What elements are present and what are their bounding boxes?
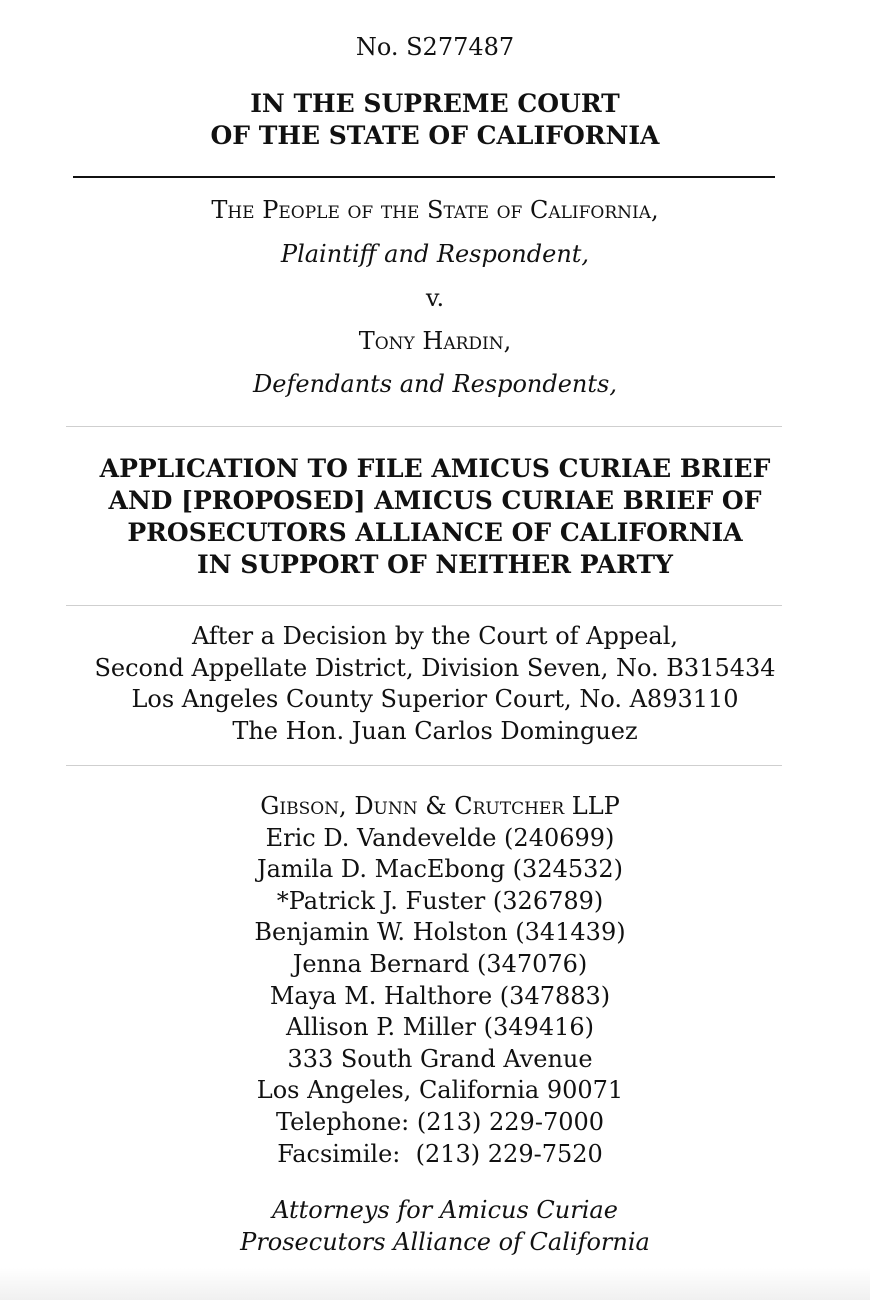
defendant-role: Defendants and Respondents,	[253, 370, 617, 398]
counsel-line: Benjamin W. Holston (341439)	[254, 918, 626, 947]
counsel-line: Maya M. Halthore (347883)	[269, 981, 611, 1010]
court-line-1: IN THE SUPREME COURT	[250, 89, 620, 118]
divider-2	[66, 605, 782, 606]
attorneys-for-line-1: Attorneys for Amicus Curiae	[272, 1196, 618, 1224]
page-bottom-shade	[0, 1268, 870, 1300]
counsel-line: Eric D. Vandevelde (240699)	[265, 823, 615, 852]
attorneys-for-line-2: Prosecutors Alliance of California	[240, 1227, 650, 1256]
decision-line-1: After a Decision by the Court of Appeal,	[191, 622, 679, 650]
counsel-line: Jamila D. MacEbong (324532)	[256, 855, 624, 884]
heading-rule	[73, 176, 775, 178]
law-firm-name: Gibson, Dunn & Crutcher LLP	[260, 792, 620, 820]
attorneys-for	[0, 1195, 870, 1258]
court-line-2: OF THE STATE OF CALIFORNIA	[210, 121, 660, 150]
address-line: 333 South Grand Avenue	[287, 1044, 593, 1073]
defendant-name: Tony Hardin,	[358, 327, 512, 355]
title-line-3: PROSECUTORS ALLIANCE OF CALIFORNIA	[127, 518, 743, 547]
title-line-4: IN SUPPORT OF NEITHER PARTY	[197, 550, 673, 579]
title-line-1: APPLICATION TO FILE AMICUS CURIAE BRIEF	[99, 454, 771, 483]
decision-line-3: Los Angeles County Superior Court, No. A893110	[131, 685, 739, 713]
versus-text: v.	[425, 284, 445, 312]
case-number: No. S277487	[355, 33, 515, 61]
plaintiff-name: The People of the State of California,	[211, 196, 659, 224]
divider-1	[66, 426, 782, 427]
counsel-line: *Patrick J. Fuster (326789)	[276, 886, 604, 915]
facsimile-line: Facsimile: (213) 229-7520	[277, 1139, 603, 1168]
decision-info	[0, 621, 870, 747]
decision-line-4: The Hon. Juan Carlos Dominguez	[232, 716, 638, 745]
plaintiff-role: Plaintiff and Respondent,	[280, 240, 590, 268]
counsel-block	[0, 791, 870, 1170]
counsel-line: Allison P. Miller (349416)	[285, 1013, 594, 1042]
decision-line-2: Second Appellate District, Division Seven, No. B315434	[94, 653, 776, 682]
telephone-line: Telephone: (213) 229-7000	[275, 1107, 605, 1136]
title-line-2: AND [PROPOSED] AMICUS CURIAE BRIEF OF	[108, 486, 762, 515]
counsel-line: Jenna Bernard (347076)	[292, 949, 588, 978]
address-line: Los Angeles, California 90071	[256, 1076, 624, 1105]
court-heading	[0, 88, 870, 152]
document-title	[0, 453, 870, 581]
divider-3	[66, 765, 782, 766]
